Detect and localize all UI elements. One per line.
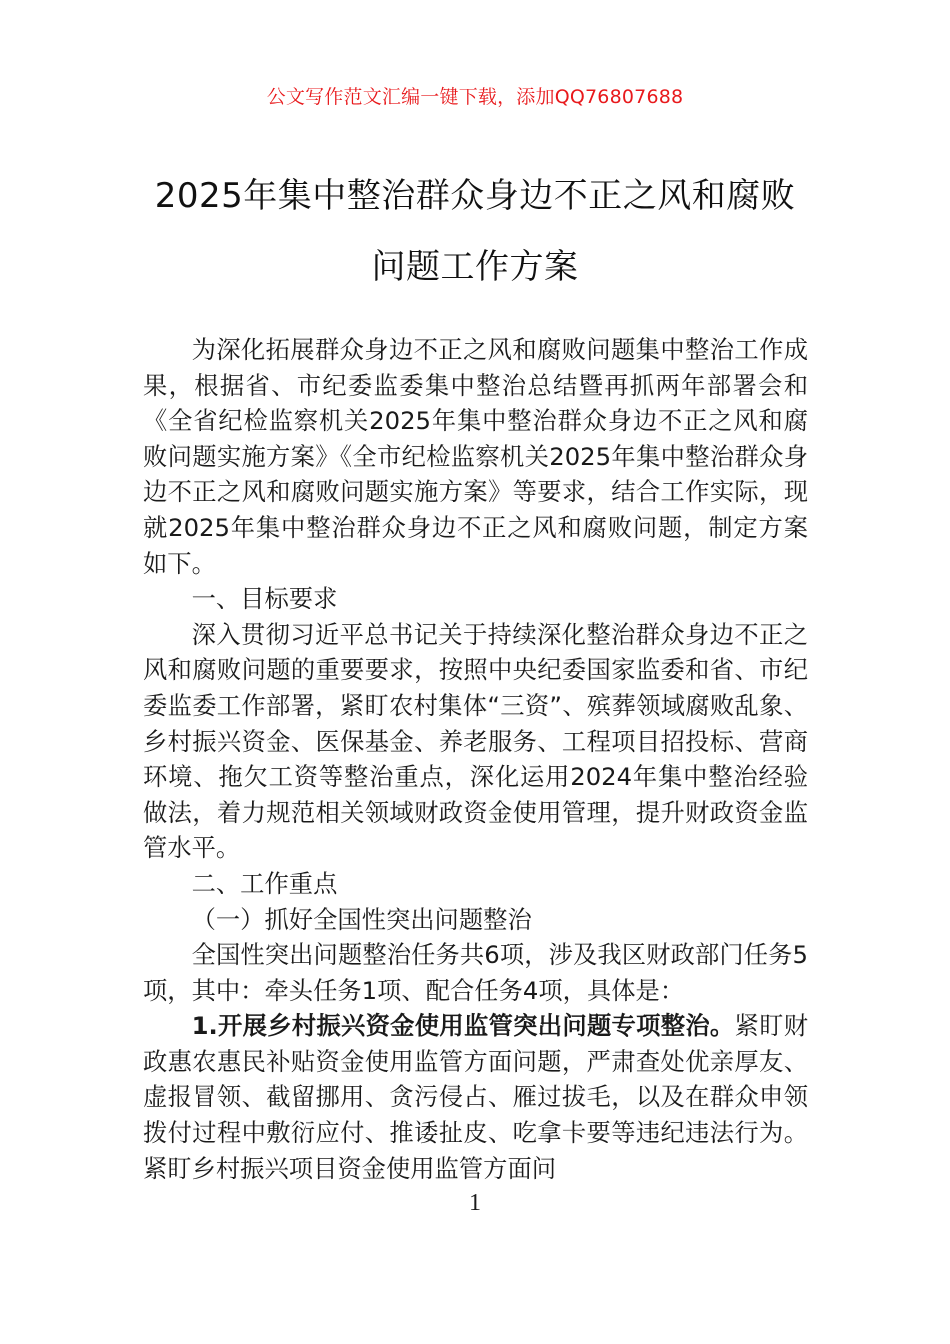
- item-1-lead: 1.开展乡村振兴资金使用监管突出问题专项整治。: [191, 1011, 735, 1041]
- item-1-body: 紧盯财政惠农惠民补贴资金使用监管方面问题，严肃查处优亲厚友、虚报冒领、截留挪用、贪污侵占、雁过拔毛，以及在群众申领拨付过程中敷衍应付、推诿扯皮、吃拿卡要等违纪违法行为。紧盯乡村振兴项目资金使用监管方面问: [143, 1011, 809, 1183]
- section-heading-priorities: 二、工作重点: [191, 868, 338, 898]
- national-tasks-paragraph: 全国性突出问题整治任务共6项，涉及我区财政部门任务5项，其中：牵头任务1项、配合任务4项，具体是：: [143, 940, 808, 1005]
- goals-paragraph: 深入贯彻习近平总书记关于持续深化整治群众身边不正之风和腐败问题的重要要求，按照中央纪委国家监委和省、市纪委监委工作部署，紧盯农村集体“三资”、殡葬领域腐败乱象、乡村振兴资金、医保基金、养老服务、工程项目招投标、营商环境、拖欠工资等整治重点，深化运用2024年集中整治经验做法，着力规范相关领域财政资金使用管理，提升财政资金监管水平。: [143, 619, 808, 863]
- section-heading-goals: 一、目标要求: [191, 584, 338, 614]
- subsection-heading-national: （一）抓好全国性突出问题整治: [191, 904, 532, 934]
- document-title-line-2: 问题工作方案: [371, 247, 579, 287]
- intro-paragraph: 为深化拓展群众身边不正之风和腐败问题集中整治工作成果，根据省、市纪委监委集中整治总结暨再抓两年部署会和《全省纪检监察机关2025年集中整治群众身边不正之风和腐败问题实施方案》《全市纪检监察机关2025年集中整治群众身边不正之风和腐败问题实施方案》等要求，结合工作实际，现就2025年集中整治群众身边不正之风和腐败问题，制定方案如下。: [143, 335, 808, 578]
- document-title-line-1: 2025年集中整治群众身边不正之风和腐败: [154, 176, 796, 216]
- item-1-paragraph: [143, 1008, 808, 1186]
- promo-banner: 公文写作范文汇编一键下载，添加QQ76807688: [266, 86, 684, 108]
- document-body: [143, 332, 808, 1186]
- page-number: 1: [469, 1190, 481, 1216]
